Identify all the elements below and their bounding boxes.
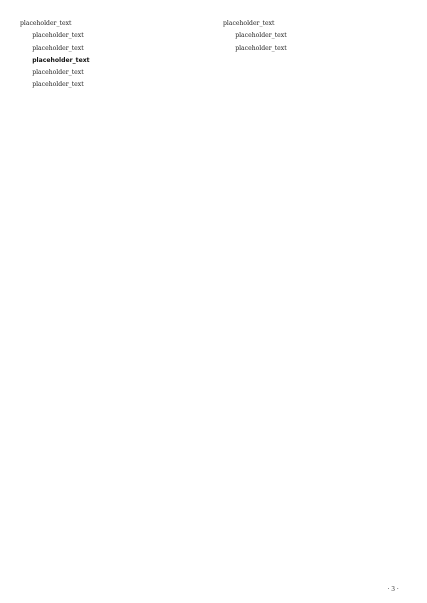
body-paragraph: placeholder_text [223,20,275,27]
left-column [20,18,204,570]
body-paragraph: placeholder_text [235,44,287,52]
section-heading: placeholder_text [32,56,90,64]
body-paragraph: placeholder_text [20,20,72,27]
body-paragraph: placeholder_text [235,32,287,40]
right-column [223,18,407,570]
body-paragraph: placeholder_text [32,44,84,52]
body-paragraph: placeholder_text [32,69,84,76]
two-column-body [20,18,407,570]
body-paragraph: placeholder_text [32,81,84,89]
page-number: · 3 · [387,585,399,593]
body-paragraph: placeholder_text [32,32,84,40]
